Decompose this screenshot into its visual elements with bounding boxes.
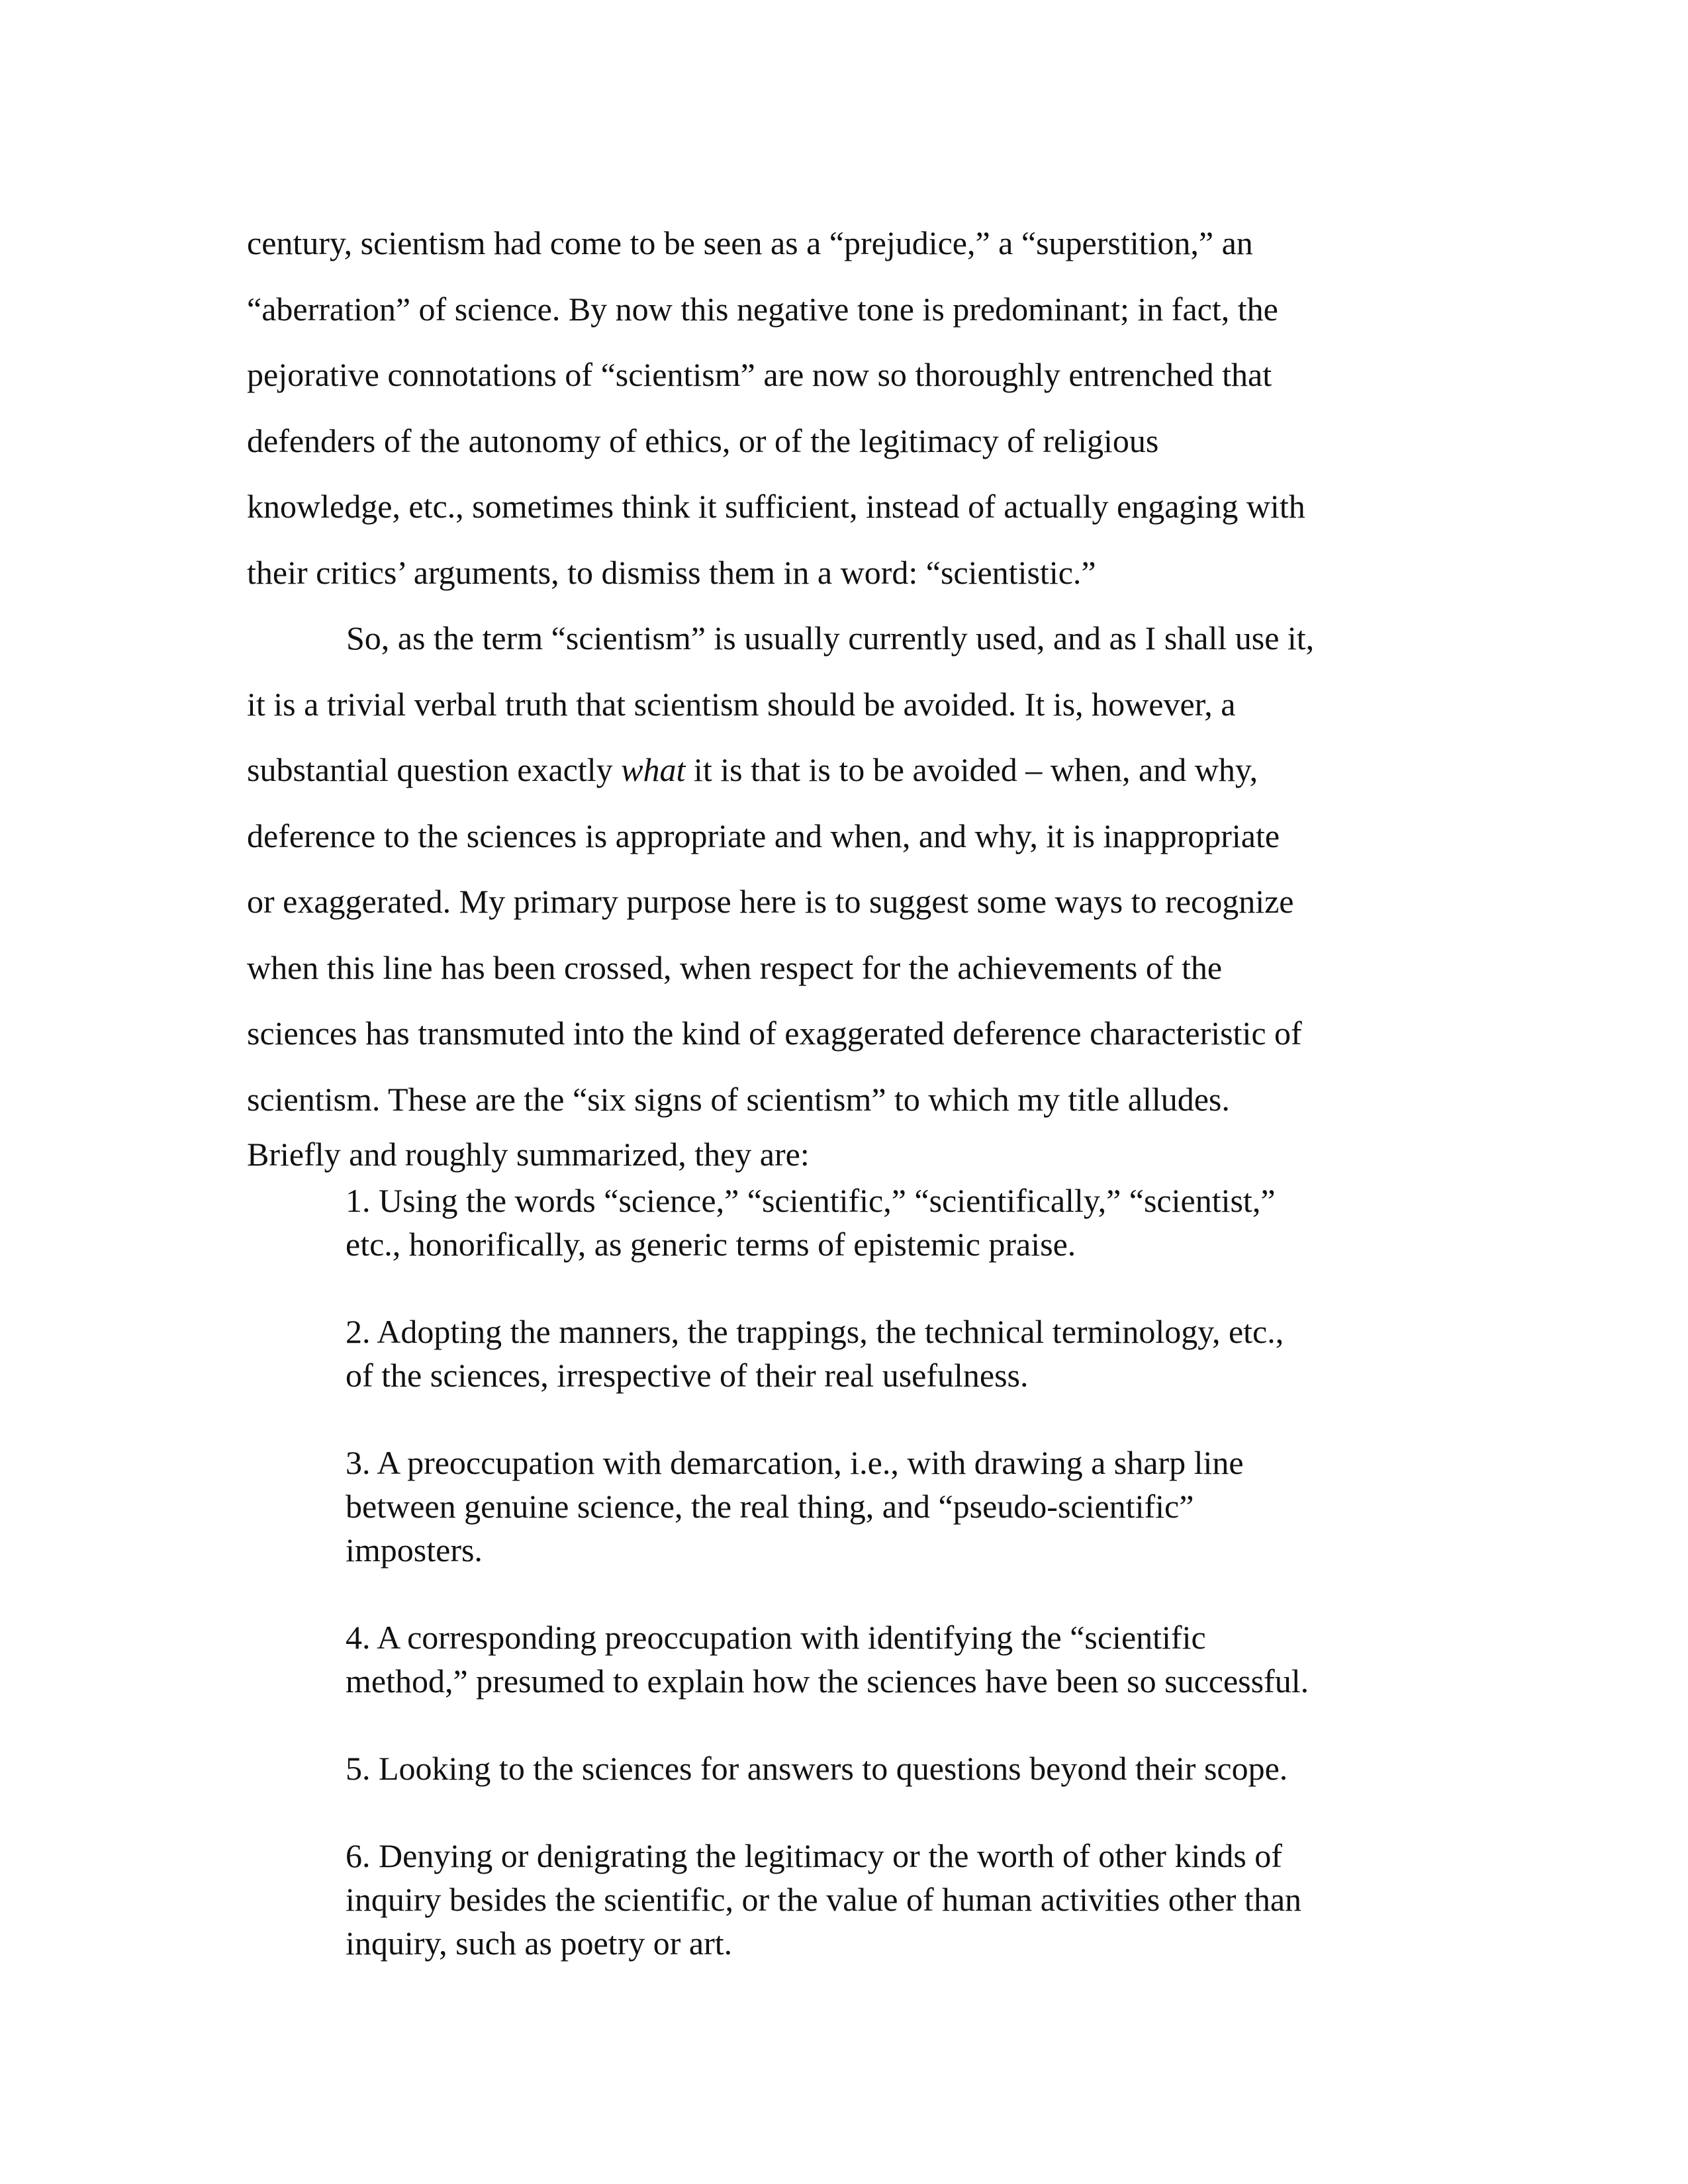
text-line: pejorative connotations of “scientism” are now so thoroughly entrenched that bbox=[247, 356, 1272, 393]
text-line: between genuine science, the real thing, and “pseudo-scientific” bbox=[346, 1488, 1194, 1525]
paragraph-continued bbox=[247, 210, 1438, 606]
text-line: “aberration” of science. By now this negative tone is predominant; in fact, the bbox=[247, 290, 1278, 328]
sign-item-4 bbox=[346, 1615, 1471, 1703]
text-segment: it is that is to be avoided – when, and why, bbox=[685, 751, 1258, 788]
text-line: 2. Adopting the manners, the trappings, the technical terminology, etc., bbox=[346, 1313, 1284, 1350]
text-line: 4. A corresponding preoccupation with identifying the “scientific bbox=[346, 1619, 1206, 1656]
emphasis-what: what bbox=[621, 751, 686, 788]
paragraph-signs-intro bbox=[247, 606, 1438, 1132]
six-signs-list bbox=[346, 1179, 1471, 2009]
text-line: 6. Denying or denigrating the legitimacy or the worth of other kinds of bbox=[346, 1837, 1282, 1874]
text-line: scientism. These are the “six signs of scientism” to which my title alludes. bbox=[247, 1080, 1230, 1118]
text-line: 1. Using the words “science,” “scientific,” “scientifically,” “scientist,” bbox=[346, 1182, 1276, 1219]
text-line: imposters. bbox=[346, 1531, 483, 1569]
body-text bbox=[247, 210, 1438, 1132]
text-line: defenders of the autonomy of ethics, or of the legitimacy of religious bbox=[247, 422, 1159, 459]
text-line: inquiry besides the scientific, or the value of human activities other than bbox=[346, 1881, 1302, 1918]
text-line: 3. A preoccupation with demarcation, i.e., with drawing a sharp line bbox=[346, 1444, 1244, 1481]
text-line: So, as the term “scientism” is usually currently used, and as I shall use it, bbox=[346, 619, 1315, 657]
text-segment: substantial question exactly bbox=[247, 751, 622, 788]
sign-item-1 bbox=[346, 1179, 1471, 1266]
text-line: inquiry, such as poetry or art. bbox=[346, 1925, 733, 1962]
sign-item-6 bbox=[346, 1834, 1471, 1965]
text-line: sciences has transmuted into the kind of exaggerated deference characteristic of bbox=[247, 1015, 1302, 1052]
text-line: or exaggerated. My primary purpose here is to suggest some ways to recognize bbox=[247, 883, 1294, 920]
text-line: century, scientism had come to be seen as a “prejudice,” a “superstition,” an bbox=[247, 224, 1253, 261]
text-line: deference to the sciences is appropriate and when, and why, it is inappropriate bbox=[247, 817, 1280, 854]
text-line: etc., honorifically, as generic terms of epistemic praise. bbox=[346, 1226, 1076, 1263]
sign-item-3 bbox=[346, 1441, 1471, 1572]
sign-item-2 bbox=[346, 1310, 1471, 1397]
sign-item-5 bbox=[346, 1747, 1471, 1790]
text-line bbox=[247, 737, 1438, 803]
text-line: of the sciences, irrespective of their real usefulness. bbox=[346, 1357, 1029, 1394]
text-line: knowledge, etc., sometimes think it sufficient, instead of actually engaging with bbox=[247, 488, 1305, 525]
text-line: their critics’ arguments, to dismiss them in a word: “scientistic.” bbox=[247, 553, 1096, 591]
list-lead-line: Briefly and roughly summarized, they are: bbox=[247, 1136, 810, 1173]
text-line: method,” presumed to explain how the sciences have been so successful. bbox=[346, 1662, 1309, 1700]
text-line: 5. Looking to the sciences for answers to questions beyond their scope. bbox=[346, 1750, 1288, 1787]
text-line: it is a trivial verbal truth that scientism should be avoided. It is, however, a bbox=[247, 685, 1236, 723]
text-line: when this line has been crossed, when respect for the achievements of the bbox=[247, 948, 1223, 986]
